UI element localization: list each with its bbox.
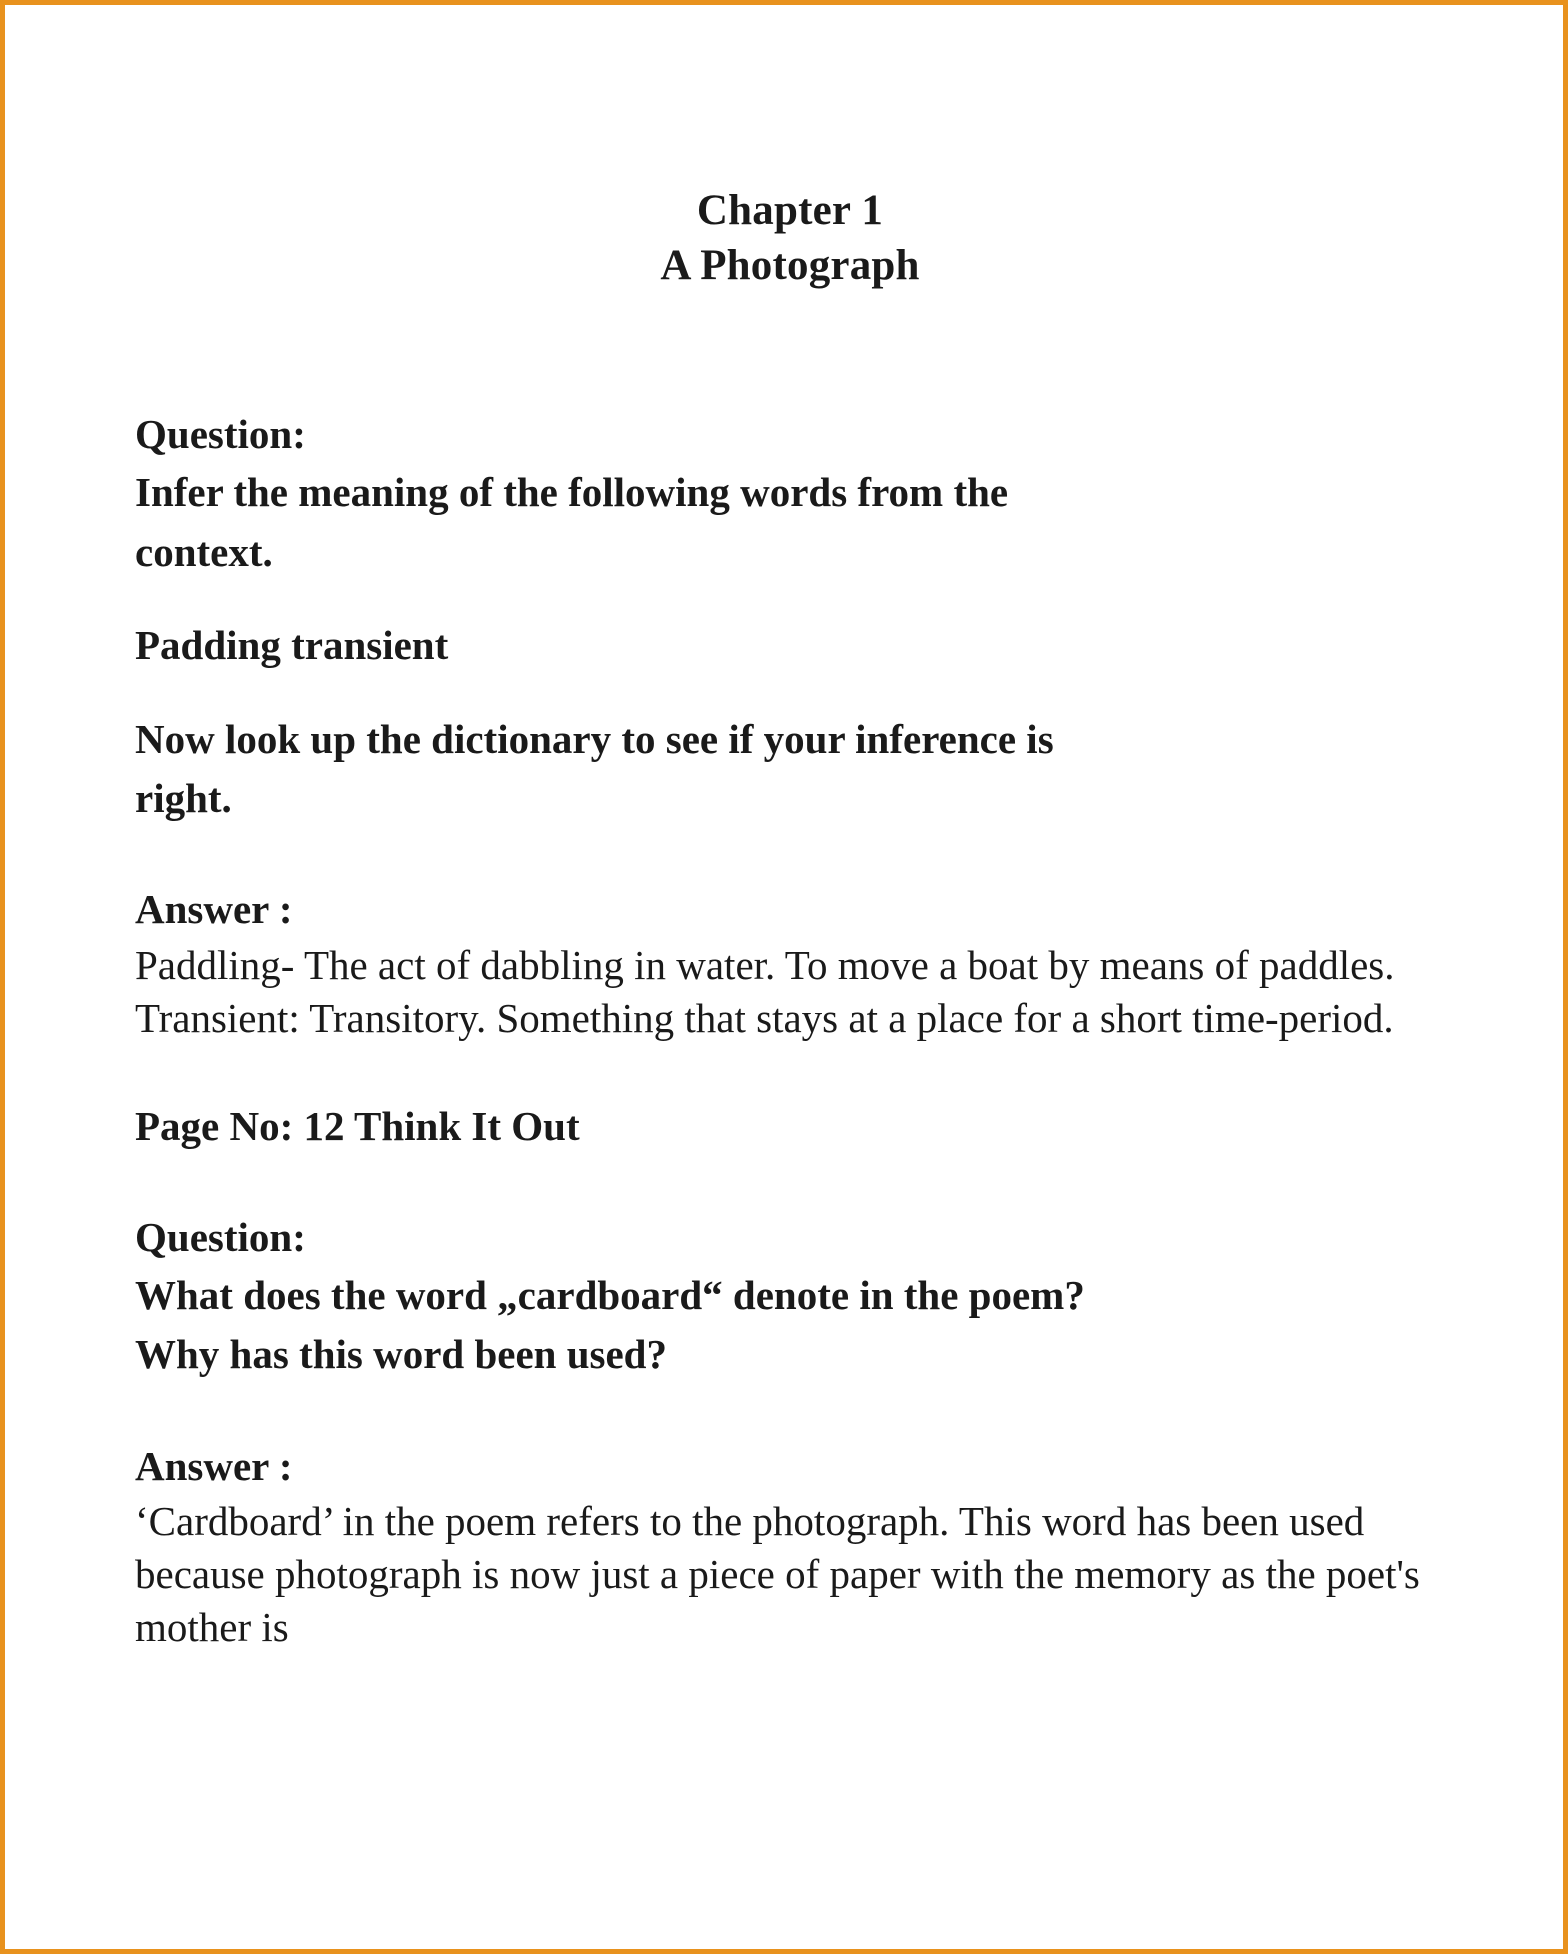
page-marker-2: Page No: 12 Think It Out	[135, 1103, 580, 1150]
question-text-1-line2: context.	[135, 528, 273, 575]
question-label-2: Question:	[135, 1213, 306, 1260]
question-instruction-1-line2: right.	[135, 775, 232, 822]
document-title-block	[135, 5, 1445, 293]
question-text-2-line1: What does the word „cardboard“ denote in the poem?	[135, 1271, 1085, 1318]
answer-label-1: Answer :	[135, 886, 293, 933]
chapter-title: Chapter 1	[696, 187, 884, 234]
question-text-2-line2: Why has this word been used?	[135, 1331, 667, 1378]
section-one	[135, 405, 1445, 1045]
document-content	[5, 5, 1563, 1655]
spacer	[135, 582, 1445, 616]
spacer	[135, 676, 1445, 710]
question-label-1: Question:	[135, 411, 306, 458]
spacer	[135, 1385, 1445, 1437]
question-instruction-1-line1: Now look up the dictionary to see if your inference is	[135, 715, 1054, 762]
question-keywords-1: Padding transient	[135, 622, 449, 669]
chapter-subtitle: A Photograph	[660, 242, 920, 290]
spacer	[135, 1156, 1445, 1208]
answer-label-2: Answer :	[135, 1442, 293, 1489]
spacer	[135, 828, 1445, 880]
answer-text-2: ‘Cardboard’ in the poem refers to the photograph. This word has been used because photograph is now just a piece of paper with the memory as the poet's mother is	[135, 1497, 1420, 1651]
section-two	[135, 1097, 1445, 1654]
spacer	[135, 293, 1445, 405]
question-text-1-line1: Infer the meaning of the following words from the	[135, 469, 1009, 516]
answer-text-1: Paddling- The act of dabbling in water. To move a boat by means of paddles. Transient: Transitory. Something that stays at a place for a short time-period.	[135, 941, 1395, 1041]
spacer	[135, 1045, 1445, 1097]
